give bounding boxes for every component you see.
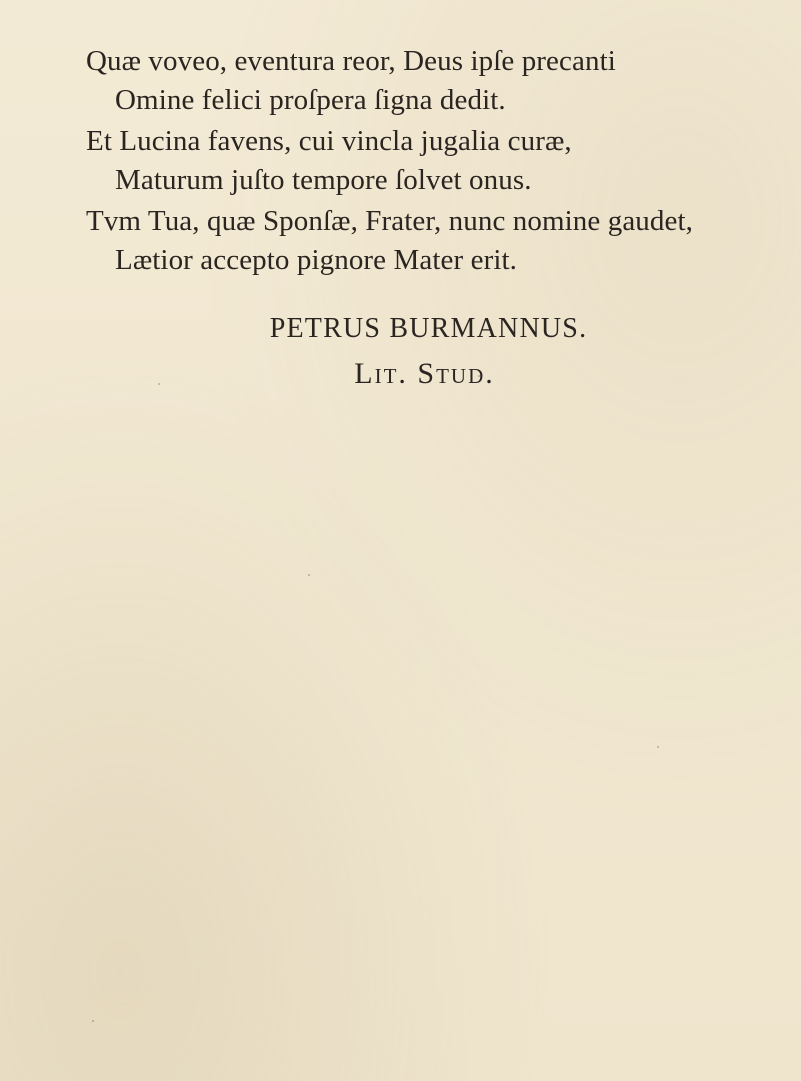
verse-line-6: Lætior accepto pignore Mater erit.	[115, 244, 517, 276]
verse-line-5: Tvm Tua, quæ Sponſæ, Frater, nunc nomine gaudet,	[86, 205, 693, 237]
verse-line-2: Omine felici proſpera ſigna dedit.	[115, 84, 506, 116]
paper-speck	[158, 383, 160, 385]
author-title: Lit. Stud.	[354, 357, 495, 390]
paper-speck	[478, 375, 480, 377]
paper-speck	[657, 746, 659, 748]
verse-line-3: Et Lucina favens, cui vincla jugalia curæ,	[86, 125, 572, 157]
verse-line-4: Maturum juſto tempore ſolvet onus.	[115, 164, 532, 196]
paper-speck	[308, 574, 310, 576]
paper-speck	[92, 1020, 94, 1022]
verse-line-1: Quæ voveo, eventura reor, Deus ipſe precanti	[86, 45, 616, 77]
author-name: PETRUS BURMANNUS.	[269, 313, 588, 344]
